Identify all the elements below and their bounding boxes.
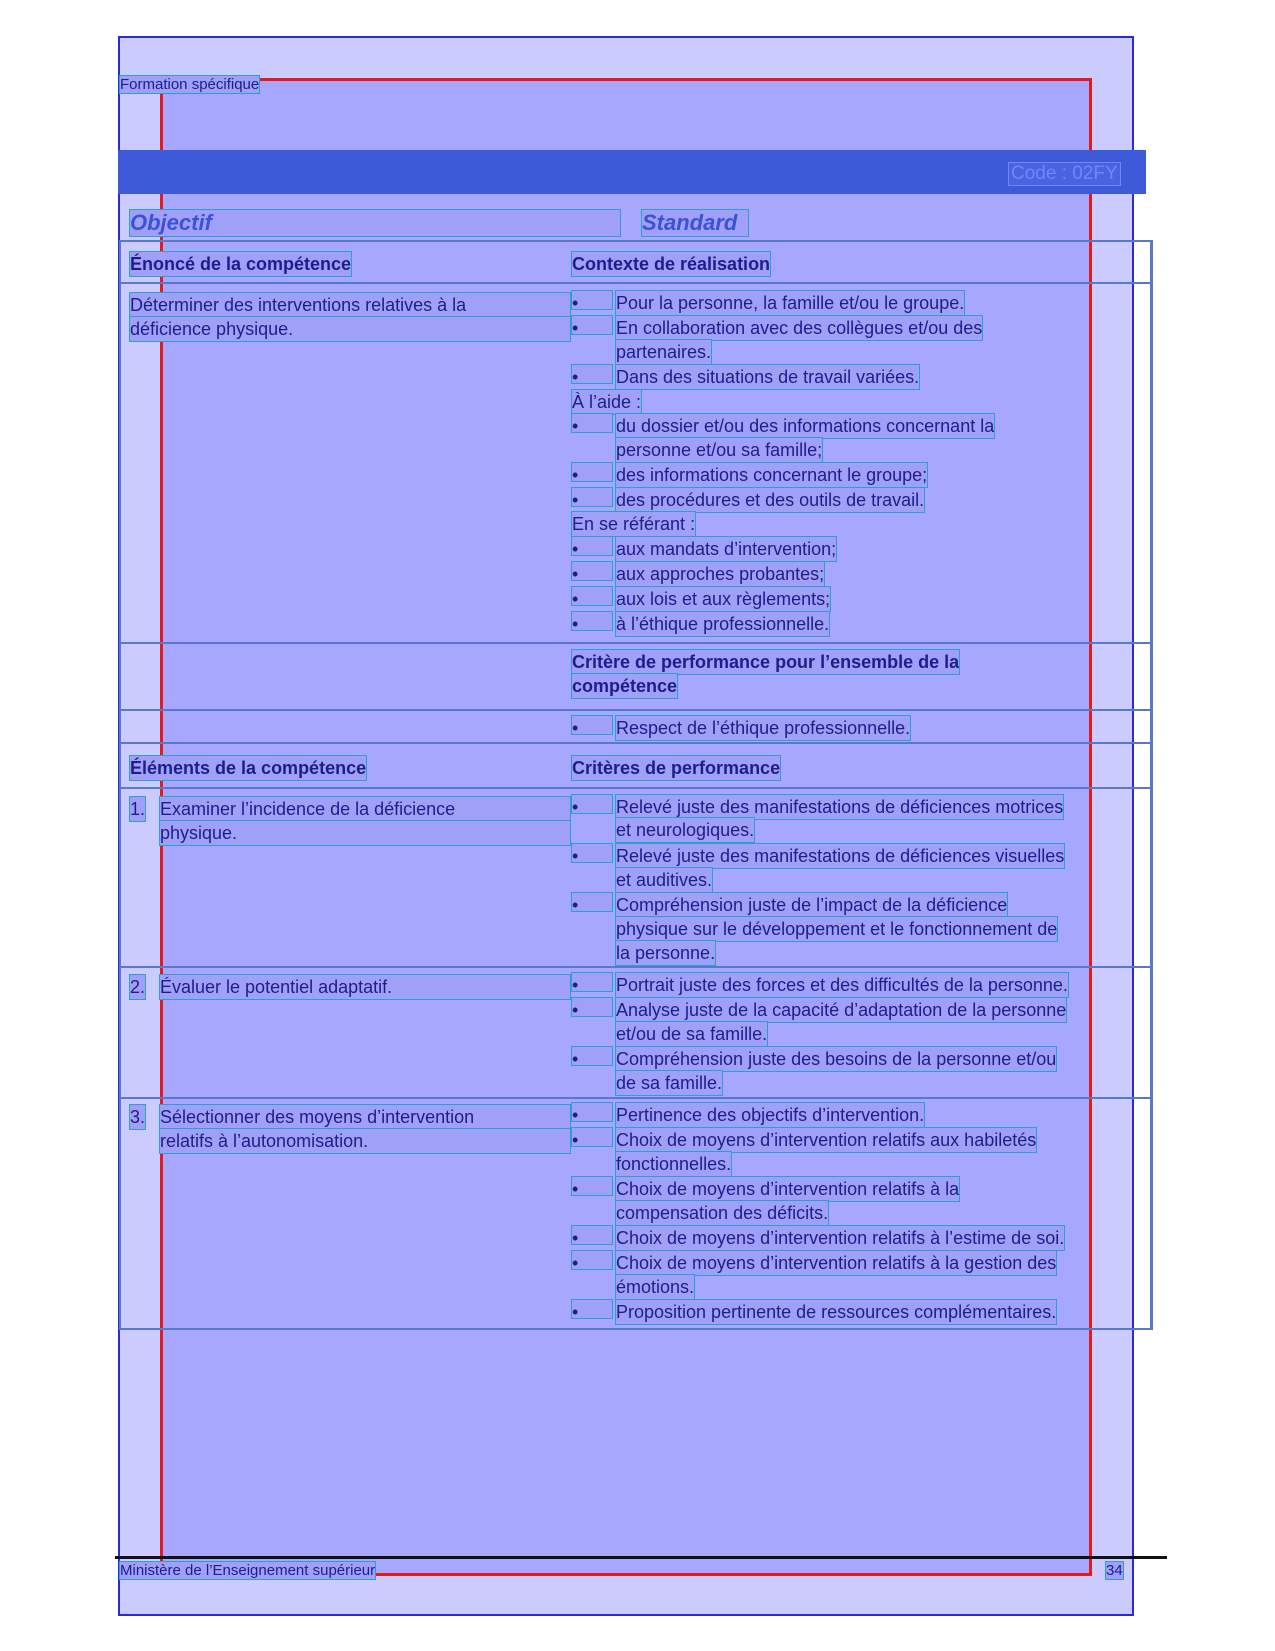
page-number: 34 — [1106, 1562, 1123, 1579]
element-line: Examiner l’incidence de la déficience — [160, 797, 570, 821]
divider — [119, 966, 1153, 968]
elements-header: Éléments de la compétence — [130, 758, 367, 778]
element-number: 3. — [130, 1107, 146, 1127]
bullet-icon: • — [572, 316, 612, 334]
footer-rule — [115, 1556, 1167, 1559]
bullet-icon: • — [572, 1226, 612, 1244]
divider — [119, 1097, 1153, 1099]
divider — [119, 709, 1153, 711]
bullet-icon: • — [572, 587, 612, 605]
criteria-header: Critères de performance — [572, 758, 781, 778]
context-intro: En se référant : — [572, 514, 696, 534]
bullet-icon: • — [572, 893, 612, 911]
statement-header: Énoncé de la compétence — [130, 254, 352, 274]
divider — [119, 787, 1153, 789]
bullet-icon: • — [572, 1251, 612, 1269]
bullet-icon: • — [572, 1128, 612, 1146]
competency-code: Code : 02FY — [1008, 162, 1121, 186]
bullet-icon: • — [572, 291, 612, 309]
divider — [119, 642, 1153, 644]
program-label: Formation spécifique — [120, 76, 260, 93]
bullet-icon: • — [572, 365, 612, 383]
statement-line: Déterminer des interventions relatives à la — [130, 293, 570, 317]
element-line: relatifs à l’autonomisation. — [160, 1129, 570, 1153]
global-criterion-header: Critère de performance pour l’ensemble de la — [572, 652, 960, 672]
global-criterion-header: compétence — [572, 676, 678, 696]
bullet-icon: • — [572, 716, 612, 734]
bullet-icon: • — [572, 998, 612, 1016]
element-line: physique. — [160, 821, 570, 845]
footer-ministry: Ministère de l’Enseignement supérieur — [120, 1562, 376, 1579]
context-header: Contexte de réalisation — [572, 254, 771, 274]
divider — [119, 282, 1153, 284]
bullet-icon: • — [572, 1177, 612, 1195]
objective-title: Objectif — [130, 210, 620, 236]
bullet-icon: • — [572, 463, 612, 481]
bullet-icon: • — [572, 488, 612, 506]
bullet-icon: • — [572, 537, 612, 555]
bullet-icon: • — [572, 1103, 612, 1121]
element-line: Sélectionner des moyens d’intervention — [160, 1105, 570, 1129]
header-band — [118, 150, 1146, 194]
bullet-icon: • — [572, 844, 612, 862]
context-intro: À l’aide : — [572, 392, 642, 412]
bullet-icon: • — [572, 1300, 612, 1318]
bullet-icon: • — [572, 795, 612, 813]
bullet-icon: • — [572, 1047, 612, 1065]
standard-title: Standard — [642, 210, 748, 236]
bullet-icon: • — [572, 612, 612, 630]
bullet-icon: • — [572, 973, 612, 991]
bullet-icon: • — [572, 414, 612, 432]
statement-line: déficience physique. — [130, 317, 570, 341]
element-number: 2. — [130, 977, 146, 997]
element-number: 1. — [130, 799, 146, 819]
divider — [119, 742, 1153, 744]
element-line: Évaluer le potentiel adaptatif. — [160, 975, 570, 999]
bullet-icon: • — [572, 562, 612, 580]
